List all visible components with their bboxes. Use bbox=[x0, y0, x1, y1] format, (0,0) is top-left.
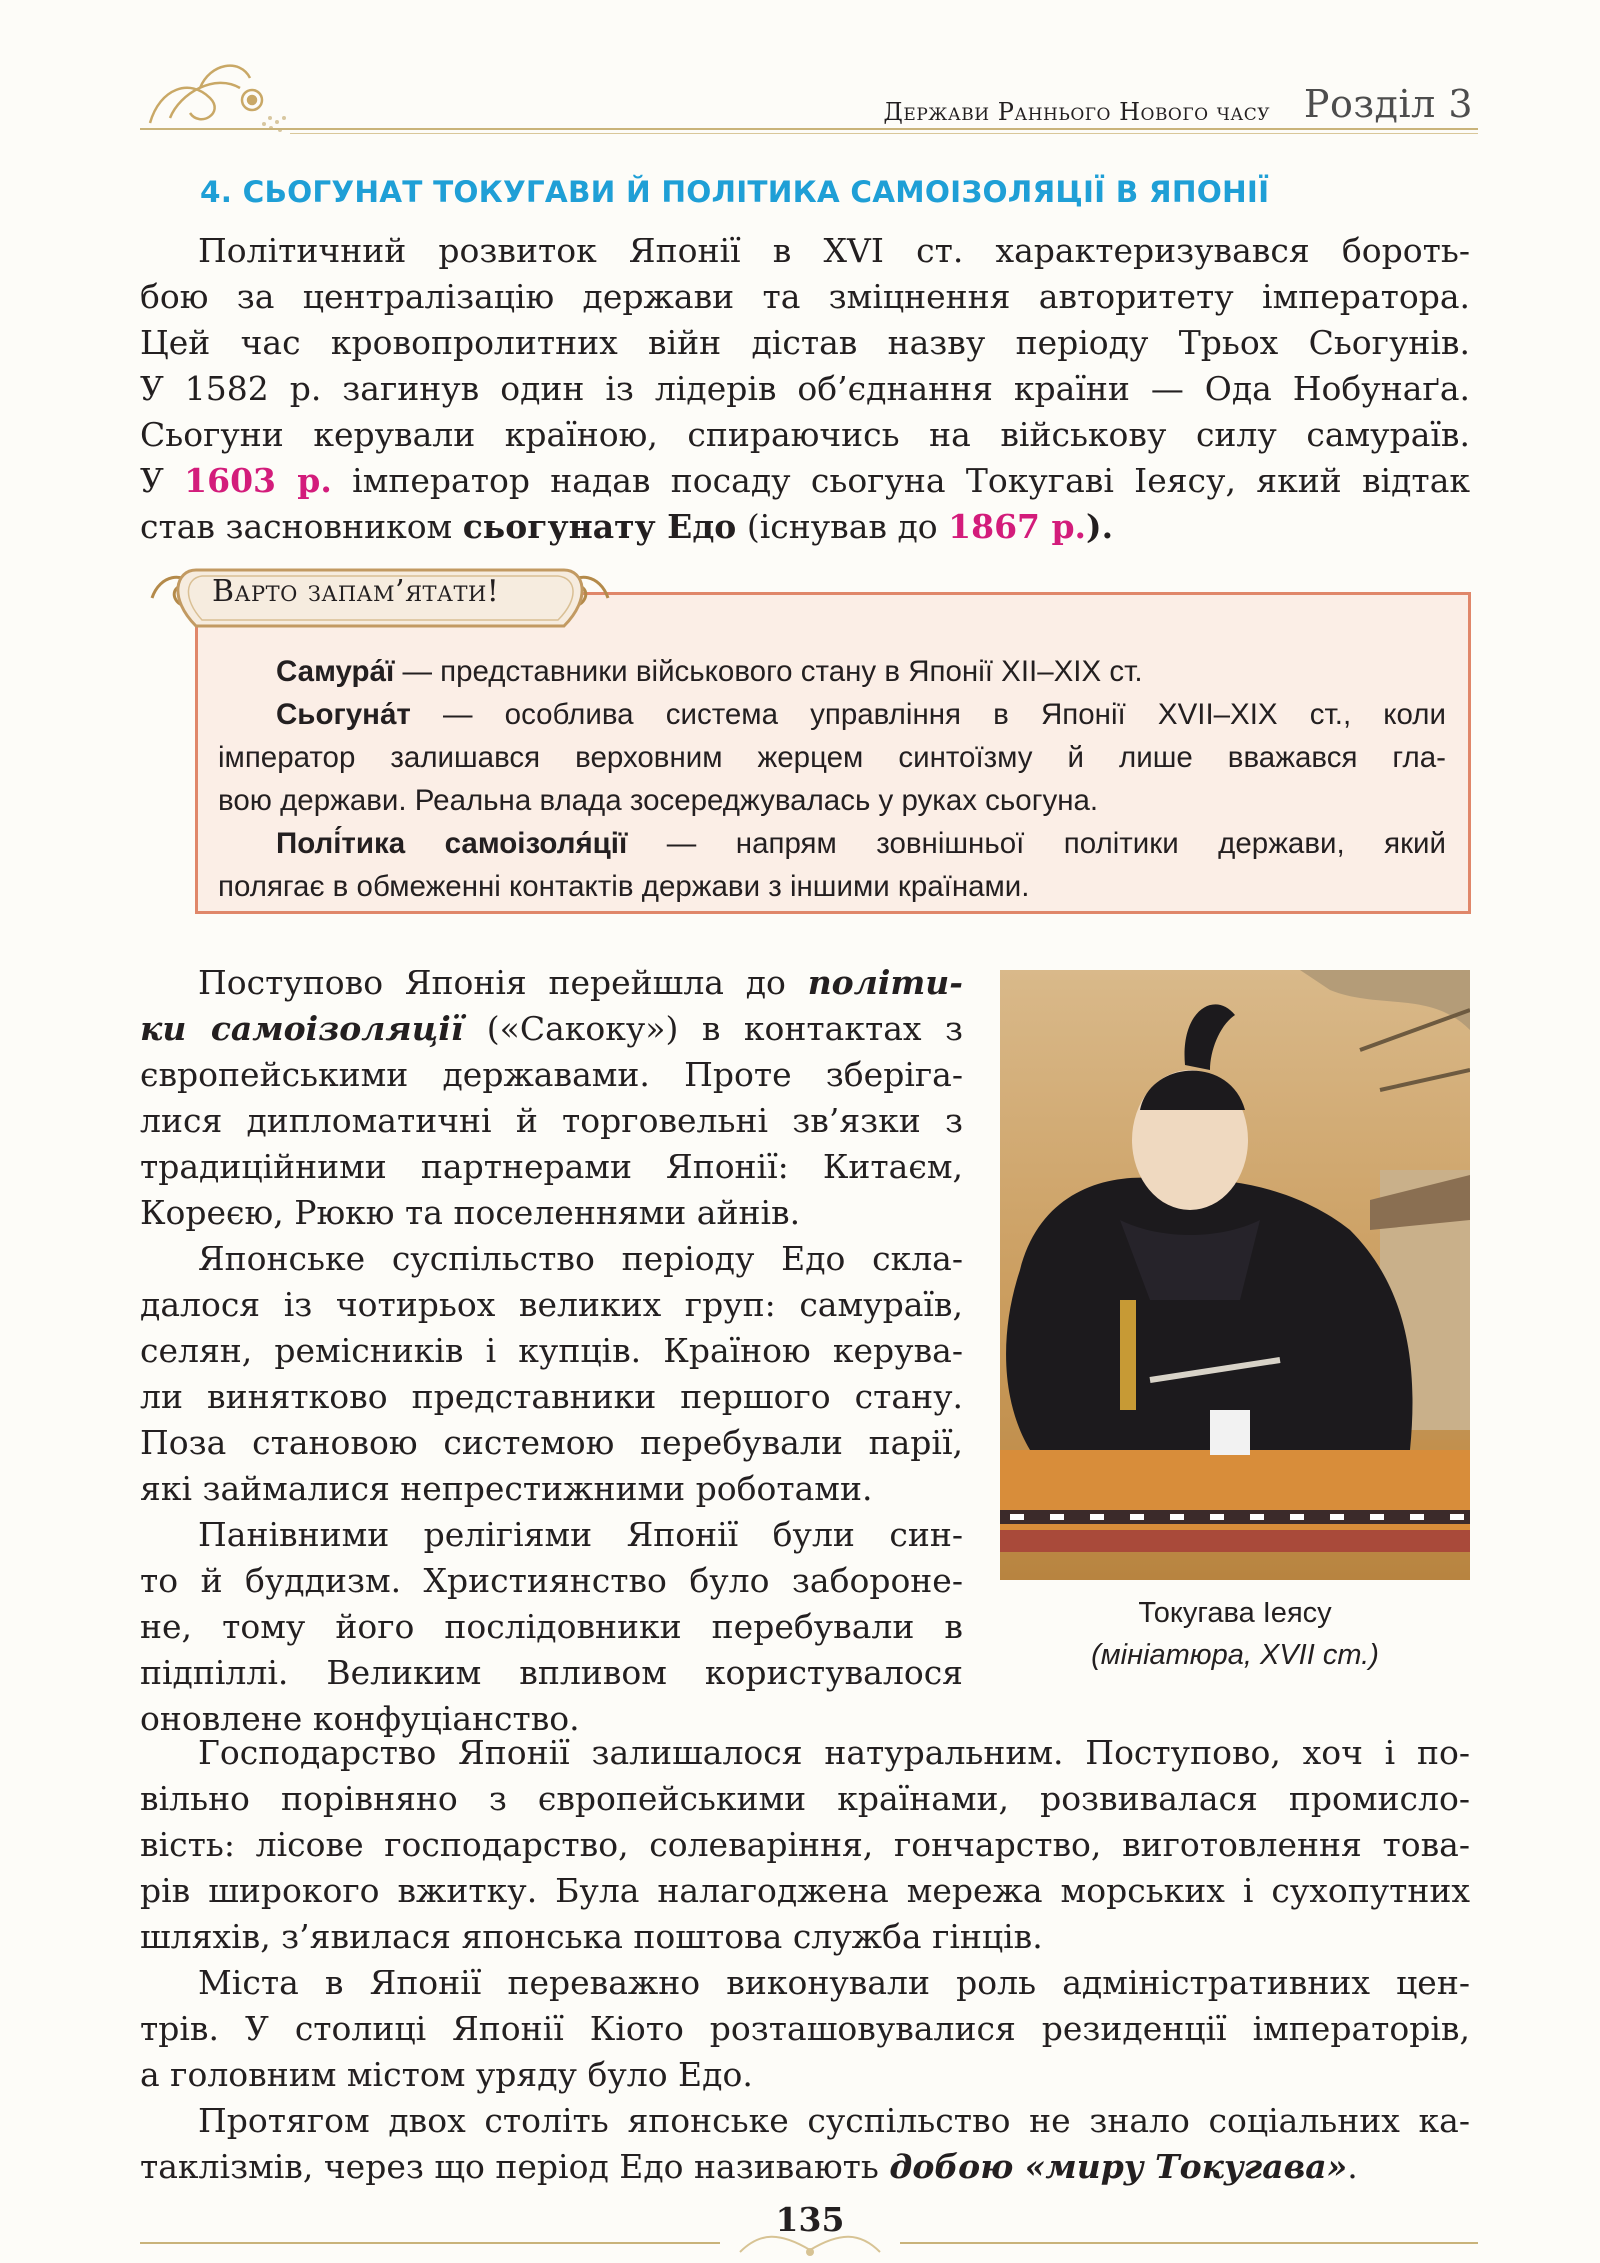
definition-line: імператор залишався верховним жерцем синтоїзму й лише вважався гла- bbox=[218, 741, 1446, 774]
definition-line: Самура́ї — представники військового стану в Японії XII–XIX ст. bbox=[276, 655, 1143, 688]
header-rule bbox=[140, 128, 1478, 130]
definition-line: вою держави. Реальна влада зосереджувалась у руках сьогуна. bbox=[218, 784, 1099, 817]
intro-paragraph bbox=[140, 228, 1470, 550]
text-line: традиційними партнерами Японії: Китаєм, bbox=[140, 1147, 963, 1186]
text-line: ки самоізоляції («Сакоку») в контактах з bbox=[140, 1009, 963, 1048]
text-line: Господарство Японії залишалося натуральним. Поступово, хоч і по- bbox=[198, 1733, 1470, 1772]
text-line: Поступово Японія перейшла до політи- bbox=[198, 963, 963, 1002]
text-line: підпіллі. Великим впливом користувалося bbox=[140, 1653, 963, 1692]
remember-label: Варто запам’ятати! bbox=[212, 574, 500, 609]
floral-ornament-icon bbox=[140, 48, 290, 138]
text-line: Сьогуни керували країною, спираючись на військову силу самураїв. bbox=[140, 415, 1470, 454]
text-line: лися дипломатичні й торговельні зв’язки з bbox=[140, 1101, 963, 1140]
text-line: європейськими державами. Проте зберіга- bbox=[140, 1055, 963, 1094]
text-line: рів широкого вжитку. Була налагоджена мережа морських і сухопутних bbox=[140, 1871, 1470, 1910]
text-line: трів. У столиці Японії Кіото розташовувалися резиденції імператорів, bbox=[140, 2009, 1470, 2048]
footer-rule-right bbox=[900, 2242, 1478, 2244]
text-line: Протягом двох століть японське суспільство не знало соціальних ка- bbox=[198, 2101, 1470, 2140]
section-title: 4. СЬОГУНАТ ТОКУГАВИ Й ПОЛІТИКА САМОІЗОЛЯЦІЇ В ЯПОНІЇ bbox=[200, 175, 1270, 209]
definition-line: Сьогуна́т — особлива система управління в Японії XVII–XIX ст., коли bbox=[276, 698, 1446, 731]
text-line: шляхів, з’явилася японська поштова служба гінців. bbox=[140, 1917, 1043, 1956]
body-left-column bbox=[140, 960, 963, 1742]
text-line: які займалися непрестижними роботами. bbox=[140, 1469, 873, 1508]
term-samurai: Самура́ї bbox=[276, 655, 395, 688]
chapter-label: Розділ 3 bbox=[1303, 82, 1473, 126]
running-head: Держави Раннього Нового часу bbox=[883, 98, 1270, 126]
year-highlight: 1867 р. bbox=[948, 507, 1087, 546]
text-line: далося із чотирьох великих груп: самураїв, bbox=[140, 1285, 963, 1324]
text-line: то й буддизм. Християнство було забороне- bbox=[140, 1561, 963, 1600]
text-line: став засновником сьогунату Едо (існував до 1867 р.). bbox=[140, 507, 1114, 546]
text-line: ли винятково представники першого стану. bbox=[140, 1377, 963, 1416]
text-line: селян, ремісників і купців. Країною керува- bbox=[140, 1331, 963, 1370]
footer-rule-left bbox=[140, 2242, 720, 2244]
body-full-width bbox=[140, 1730, 1470, 2190]
text-line: У 1582 р. загинув один із лідерів об’єднання країни — Ода Нобунаґа. bbox=[140, 369, 1470, 408]
term-bold: сьогунату Едо bbox=[462, 507, 737, 546]
definitions bbox=[218, 650, 1446, 908]
figure-caption bbox=[1000, 1592, 1470, 1676]
text-line: Політичний розвиток Японії в XVI ст. характеризувався бороть- bbox=[198, 231, 1470, 270]
text-line: Міста в Японії переважно виконували роль адміністративних цен- bbox=[198, 1963, 1470, 2002]
text-line: Цей час кровопролитних війн дістав назву періоду Трьох Сьогунів. bbox=[140, 323, 1470, 362]
definition-line: полягає в обмеженні контактів держави з іншими країнами. bbox=[218, 870, 1030, 903]
text-line: Кореєю, Рюкю та поселеннями айнів. bbox=[140, 1193, 801, 1232]
portrait-image bbox=[1000, 970, 1470, 1580]
text-line: бою за централізацію держави та зміцнення авторитету імператора. bbox=[140, 277, 1470, 316]
header-rule-thin bbox=[290, 133, 1478, 134]
term-isolation-policy: Полі́тика самоізоля́ції bbox=[276, 827, 628, 860]
text-line: У 1603 р. імператор надав посаду сьогуна Токугаві Іеясу, який відтак bbox=[140, 461, 1470, 500]
text-line: вість: лісове господарство, солеваріння, гончарство, виготовлення това- bbox=[140, 1825, 1470, 1864]
page-number: 135 bbox=[775, 2200, 845, 2239]
caption-note: (мініатюра, XVII ст.) bbox=[1091, 1639, 1379, 1671]
caption-title: Токугава Іеясу bbox=[1138, 1597, 1332, 1629]
text-line: Панівними релігіями Японії були син- bbox=[198, 1515, 963, 1554]
definition-line: Полі́тика самоізоля́ції — напрям зовнішньої політики держави, який bbox=[276, 827, 1447, 860]
text-line: вільно порівняно з європейськими країнами, розвивалася промисло- bbox=[140, 1779, 1470, 1818]
text-line: а головним містом уряду було Едо. bbox=[140, 2055, 753, 2094]
year-highlight: 1603 р. bbox=[184, 461, 332, 500]
text-line: таклізмів, через що період Едо називають добою «миру Токугава». bbox=[140, 2147, 1358, 2186]
text-line: Поза становою системою перебували парії, bbox=[140, 1423, 963, 1462]
term-shogunate: Сьогуна́т bbox=[276, 698, 411, 731]
text-line: не, тому його послідовники перебували в bbox=[140, 1607, 963, 1646]
text-line: оновлене конфуціанство. bbox=[140, 1699, 580, 1738]
text-line: Японське суспільство періоду Едо скла- bbox=[198, 1239, 963, 1278]
